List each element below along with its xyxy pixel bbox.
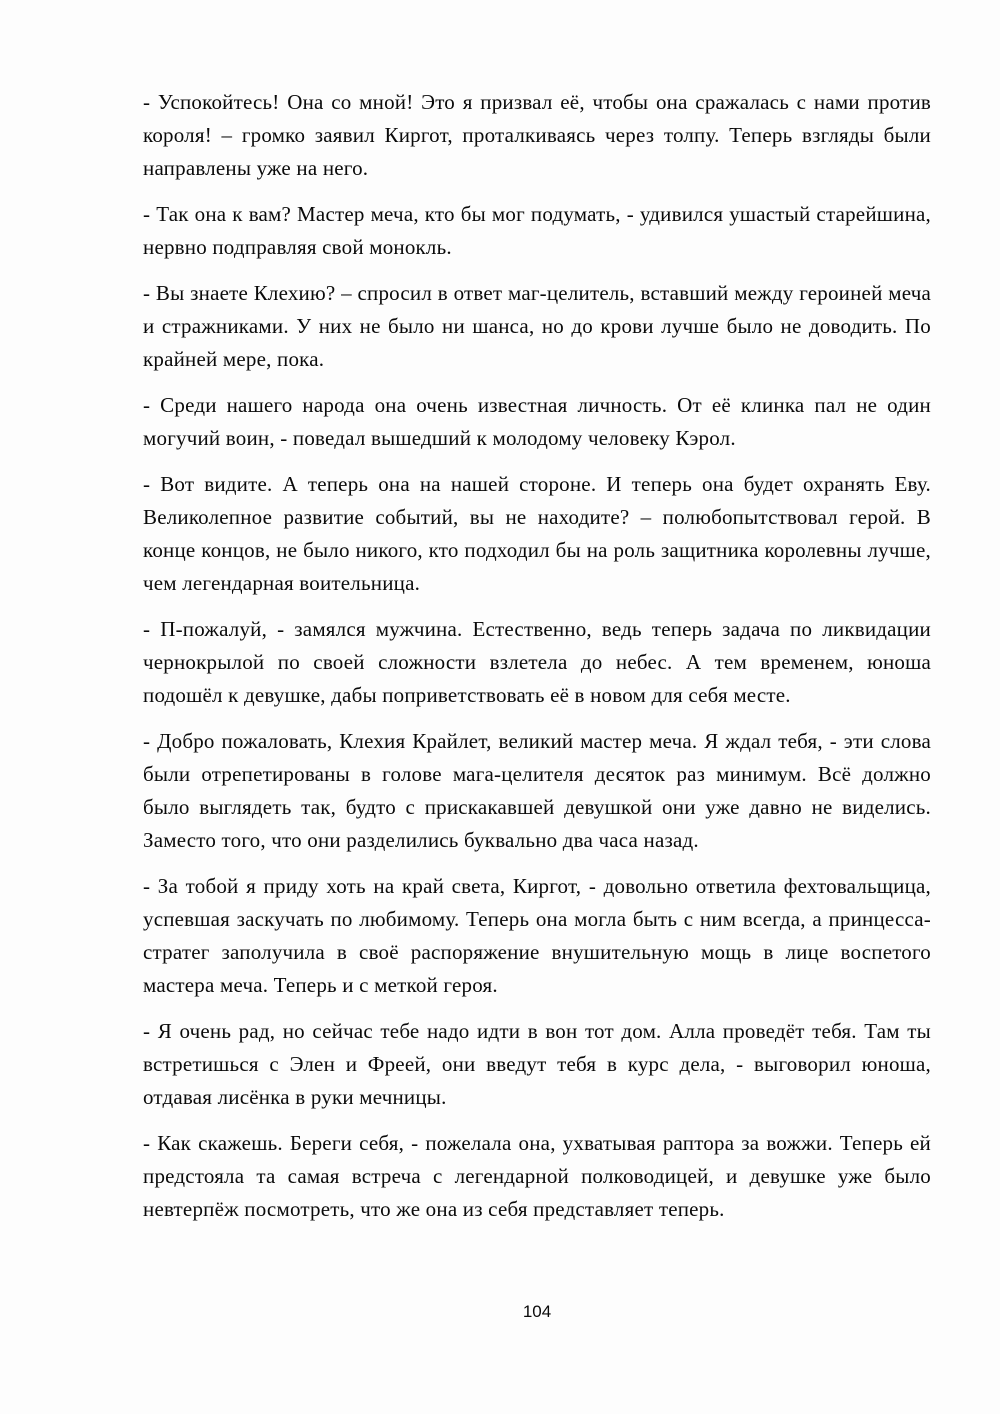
paragraph: - П-пожалуй, - замялся мужчина. Естественно, ведь теперь задача по ликвидации чернокрылой по своей сложности взлетела до небес. А тем временем, юноша подошёл к девушке, дабы поприветствовать её в новом для себя месте. <box>143 617 931 707</box>
paragraph: - Добро пожаловать, Клехия Крайлет, великий мастер меча. Я ждал тебя, - эти слова были отрепетированы в голове мага-целителя десяток раз минимум. Всё должно было выглядеть так, будто с прискакавшей девушкой они уже давно не виделись. Заместо того, что они разделились буквально два часа назад. <box>143 729 931 852</box>
paragraph: - Вот видите. А теперь она на нашей стороне. И теперь она будет охранять Еву. Великолепное развитие событий, вы не находите? – полюбопытствовал герой. В конце концов, не было никого, кто подходил бы на роль защитника королевны лучше, чем легендарная воительница. <box>143 472 931 595</box>
paragraph: - Вы знаете Клехию? – спросил в ответ маг-целитель, вставший между героиней меча и стражниками. У них не было ни шанса, но до крови лучше было не доводить. По крайней мере, пока. <box>143 281 931 371</box>
paragraph: - За тобой я приду хоть на край света, Киргот, - довольно ответила фехтовальщица, успевшая заскучать по любимому. Теперь она могла быть с ним всегда, а принцесса-стратег заполучила в своё распоряжение внушительную мощь в лице воспетого мастера меча. Теперь и с меткой героя. <box>143 874 931 997</box>
paragraph: - Так она к вам? Мастер меча, кто бы мог подумать, - удивился ушастый старейшина, нервно подправляя свой монокль. <box>143 202 931 259</box>
paragraph: - Среди нашего народа она очень известная личность. От её клинка пал не один могучий воин, - поведал вышедший к молодому человеку Кэрол. <box>143 393 931 450</box>
paragraph: - Я очень рад, но сейчас тебе надо идти в вон тот дом. Алла проведёт тебя. Там ты встретишься с Элен и Фреей, они введут тебя в курс дела, - выговорил юноша, отдавая лисёнка в руки мечницы. <box>143 1019 931 1109</box>
paragraph: - Успокойтесь! Она со мной! Это я призвал её, чтобы она сражалась с нами против короля! – громко заявил Киргот, проталкиваясь через толпу. Теперь взгляды были направлены уже на него. <box>143 90 931 180</box>
text-block <box>143 86 931 1239</box>
paragraph: - Как скажешь. Береги себя, - пожелала она, ухватывая раптора за вожжи. Теперь ей предстояла та самая встреча с легендарной полководицей, и девушке уже было невтерпёж посмотреть, что же она из себя представляет теперь. <box>143 1131 931 1221</box>
page-number: 104 <box>522 1302 552 1321</box>
